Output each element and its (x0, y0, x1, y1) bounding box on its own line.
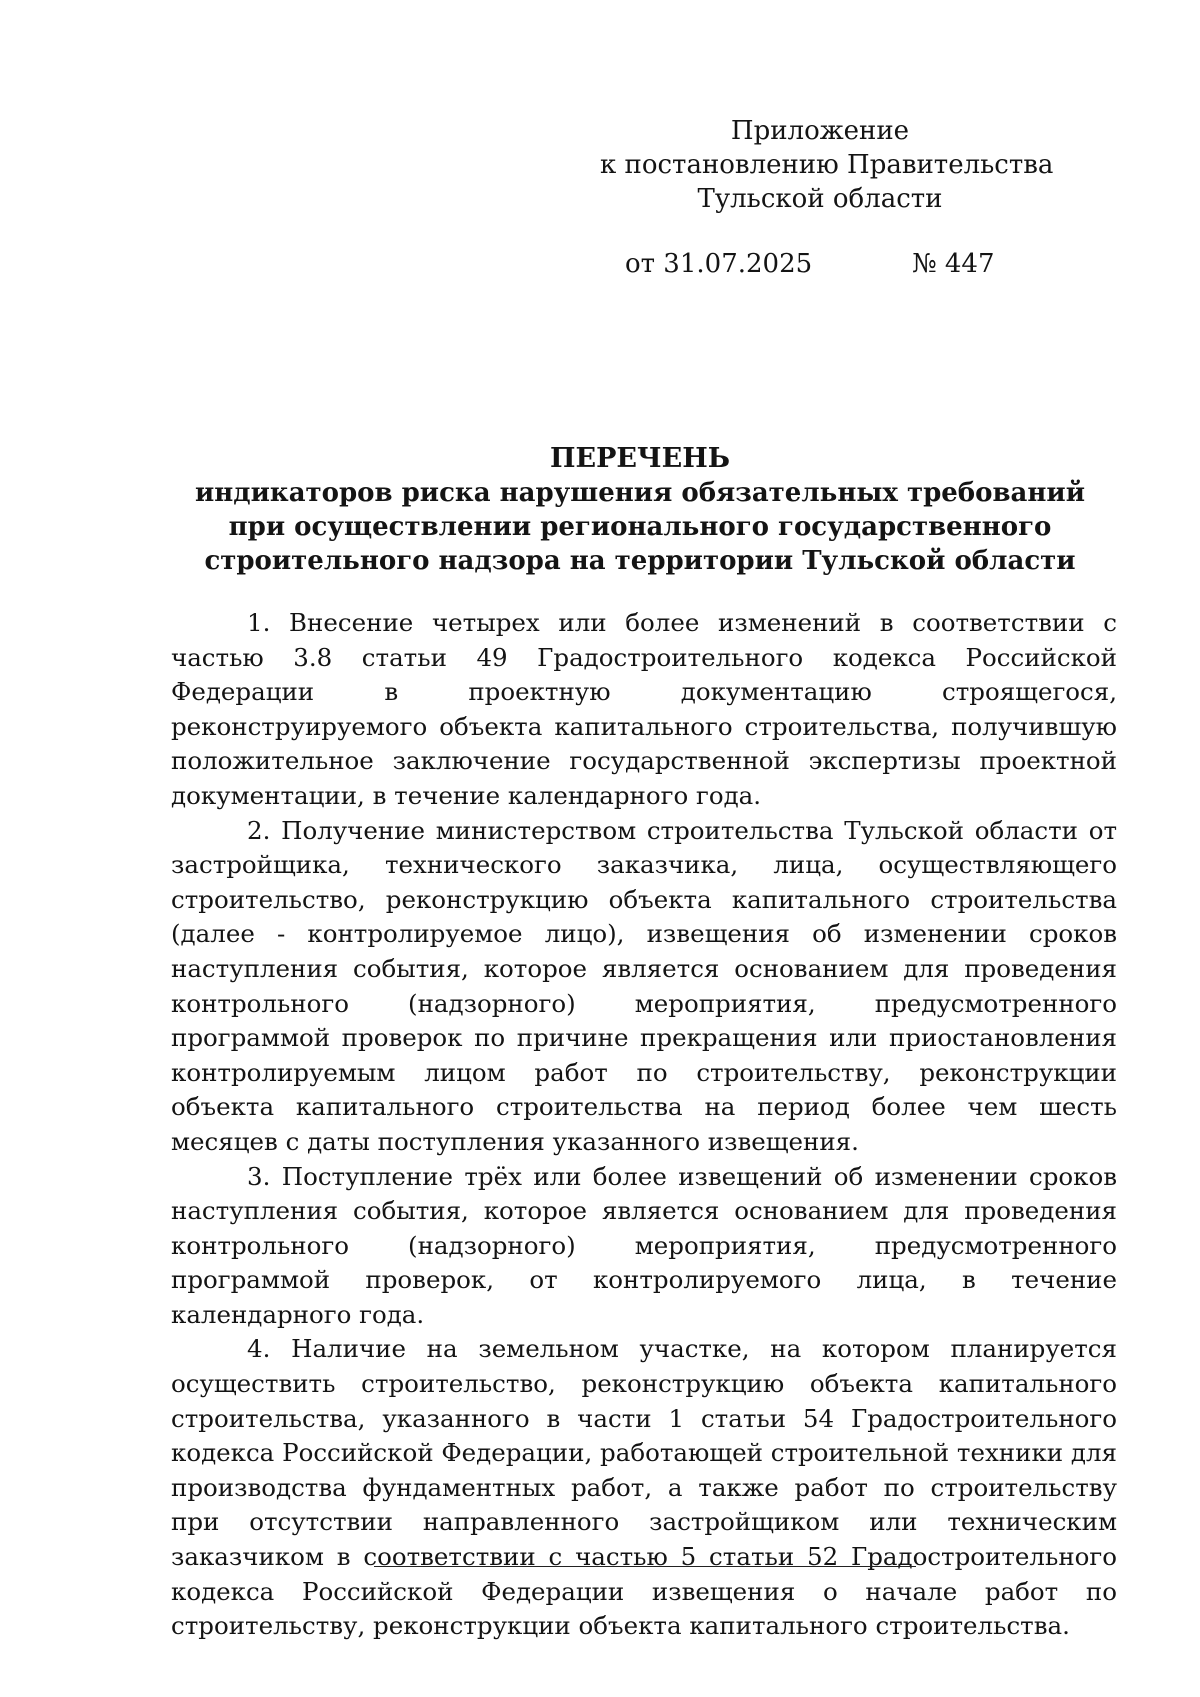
list-item-3: 3. Поступление трёх или более извещений об изменении сроков наступления события, которое является основанием для проведения контрольного (надзорного) мероприятия, предусмотренного программой проверок, от контролируемого лица, в течение календарного года. (171, 1161, 1117, 1329)
title-main: ПЕРЕЧЕНЬ (550, 443, 730, 474)
indicator-list (171, 606, 1117, 1644)
appendix-header (600, 114, 1054, 216)
document-title (160, 442, 1120, 578)
appendix-region: Тульской области (697, 184, 943, 214)
list-item-2: 2. Получение министерством строительства Тульской области от застройщика, технического заказчика, лица, осуществляющего строительство, реконструкцию объекта капитального строительства (далее - контролируемое лицо), извещения об изменении сроков наступления события, которое является основанием для проведения контрольного (надзорного) мероприятия, предусмотренного программой проверок по причине прекращения или приостановления контролируемым лицом работ по строительству, реконструкции объекта капитального строительства на период более чем шесть месяцев с даты поступления указанного извещения. (171, 815, 1117, 1156)
title-line-3: при осуществлении регионального государственного (228, 512, 1052, 542)
appendix-resolution-ref: к постановлению Правительства (600, 150, 1054, 180)
appendix-label: Приложение (730, 116, 910, 146)
list-item-4: 4. Наличие на земельном участке, на котором планируется осуществить строительство, реконструкцию объекта капитального строительства, указанного в части 1 статьи 54 Градостроительного кодекса Российской Федерации, работающей строительной техники для производства фундаментных работ, а также работ по строительству при отсутствии направленного застройщиком или техническим заказчиком в соответствии с частью 5 статьи 52 Градостроительного кодекса Российской Федерации извещения о начале работ по строительству, реконструкции объекта капитального строительства. (171, 1334, 1117, 1641)
end-divider (374, 1566, 916, 1567)
title-line-2: индикаторов риска нарушения обязательных требований (194, 478, 1085, 508)
list-item-1: 1. Внесение четырех или более изменений в соответствии с частью 3.8 статьи 49 Градостроительного кодекса Российской Федерации в проектную документацию строящегося, реконструируемого объекта капитального строительства, получившую положительное заключение государственной экспертизы проектной документации, в течение календарного года. (171, 608, 1117, 810)
title-line-4: строительного надзора на территории Тульской области (204, 546, 1076, 576)
document-date: от 31.07.2025 (625, 249, 813, 279)
document-number: № 447 (912, 249, 995, 279)
